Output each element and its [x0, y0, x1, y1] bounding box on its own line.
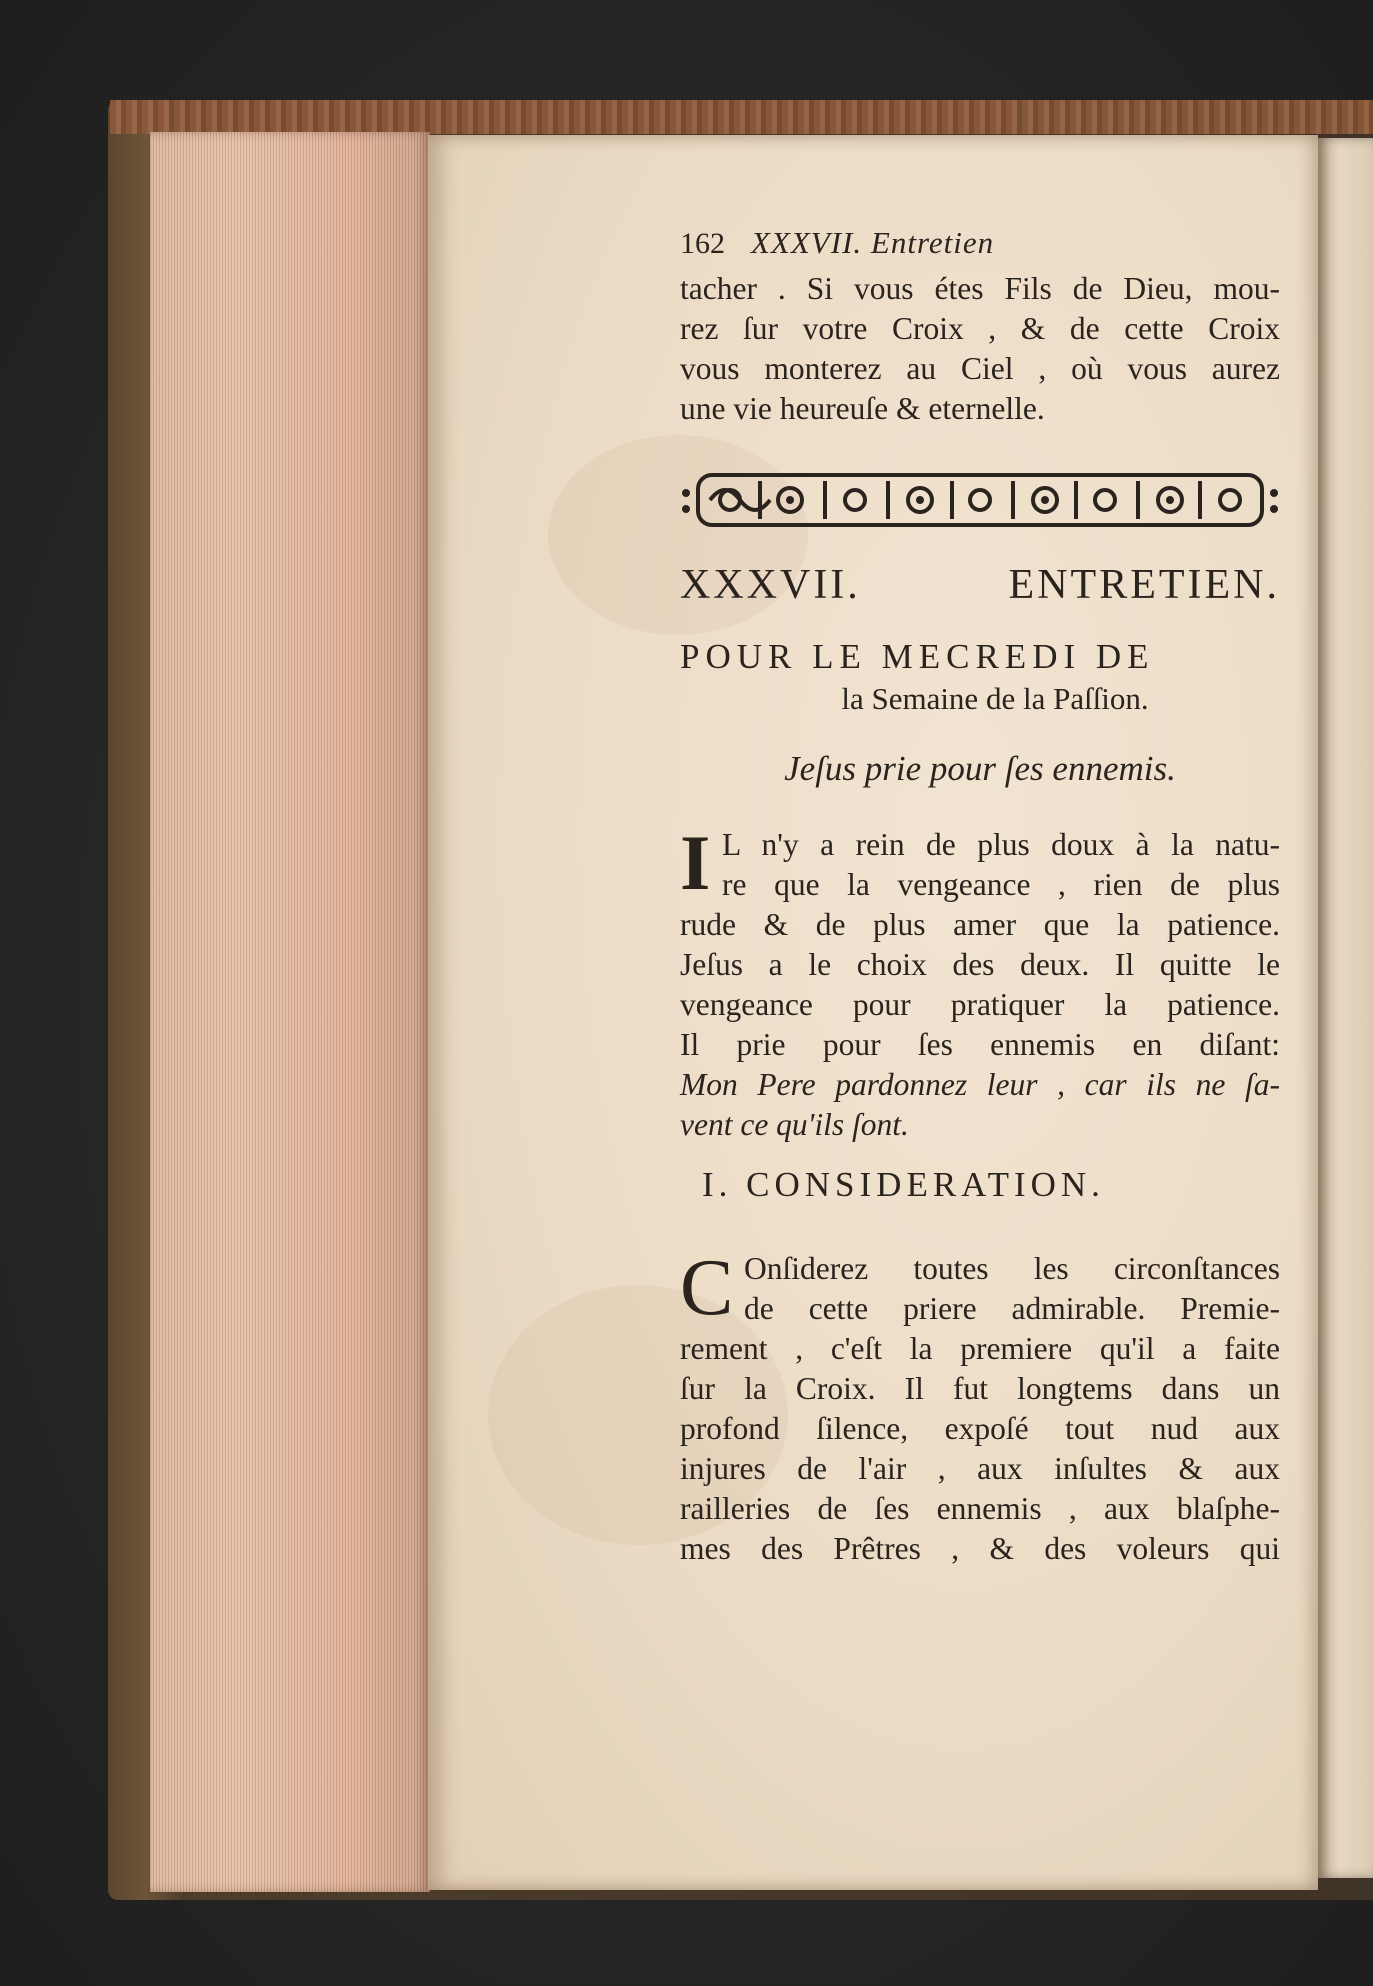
chapter-word: ENTRETIEN.: [1008, 562, 1280, 608]
text-line: une vie heureuſe & eternelle.: [680, 391, 1045, 426]
ornament-band: [680, 469, 1280, 531]
next-page-edge: [1318, 138, 1373, 1878]
chapter-motto: Jeſus prie pour ſes ennemis.: [784, 749, 1176, 788]
text-line-italic: Mon Pere pardonnez leur , car ils ne ſa-: [680, 1067, 1280, 1102]
drop-cap: C: [680, 1244, 734, 1332]
text-line: Jeſus a le choix des deux. Il quitte le: [680, 947, 1280, 982]
chapter-heading: [680, 561, 1280, 617]
text-line: railleries de ſes ennemis , aux blaſphe-: [680, 1491, 1280, 1526]
running-head: [680, 225, 1280, 269]
text-line: de cette priere admirable. Premie-: [744, 1291, 1280, 1326]
paragraph-2: [680, 1244, 1280, 1569]
book-spine-top: [110, 100, 1373, 134]
text-line: profond ſilence, expoſé tout nud aux: [680, 1411, 1280, 1446]
chapter-number: XXXVII.: [680, 562, 861, 608]
opening-paragraph: [680, 269, 1280, 429]
text-line: vengeance pour pratiquer la patience.: [680, 987, 1280, 1022]
text-line: injures de l'air , aux inſultes & aux: [680, 1451, 1280, 1486]
text-line: tacher . Si vous étes Fils de Dieu, mou-: [680, 271, 1280, 306]
drop-cap: I: [680, 819, 711, 906]
text-line: Il prie pour ſes ennemis en diſant:: [680, 1027, 1280, 1062]
page-text: [680, 225, 1280, 1569]
paragraph-1: [680, 819, 1280, 1145]
text-line: rude & de plus amer que la patience.: [680, 907, 1280, 942]
subtitle-line-2: la Semaine de la Paſſion.: [841, 681, 1149, 716]
ornament-icon: [680, 469, 1280, 531]
consideration-heading: I. CONSIDERATION.: [702, 1165, 1105, 1204]
running-title: XXXVII. Entretien: [751, 225, 995, 260]
text-line-italic: vent ce qu'ils ſont.: [680, 1107, 909, 1142]
text-line: vous monterez au Ciel , où vous aurez: [680, 351, 1280, 386]
subtitle-line-1: POUR LE MECREDI DE: [680, 637, 1155, 676]
page-number: 162: [680, 227, 725, 260]
text-line: Onſiderez toutes les circonſtances: [744, 1251, 1280, 1286]
text-line: re que la vengeance , rien de plus: [722, 867, 1280, 902]
text-line: L n'y a rein de plus doux à la natu-: [722, 827, 1280, 862]
text-line: ſur la Croix. Il fut longtems dans un: [680, 1371, 1280, 1406]
text-line: mes des Prêtres , & des voleurs qui: [680, 1531, 1280, 1566]
page-edges: [150, 132, 430, 1892]
text-line: rement , c'eſt la premiere qu'il a faite: [680, 1331, 1280, 1366]
text-line: rez ſur votre Croix , & de cette Croix: [680, 311, 1280, 346]
